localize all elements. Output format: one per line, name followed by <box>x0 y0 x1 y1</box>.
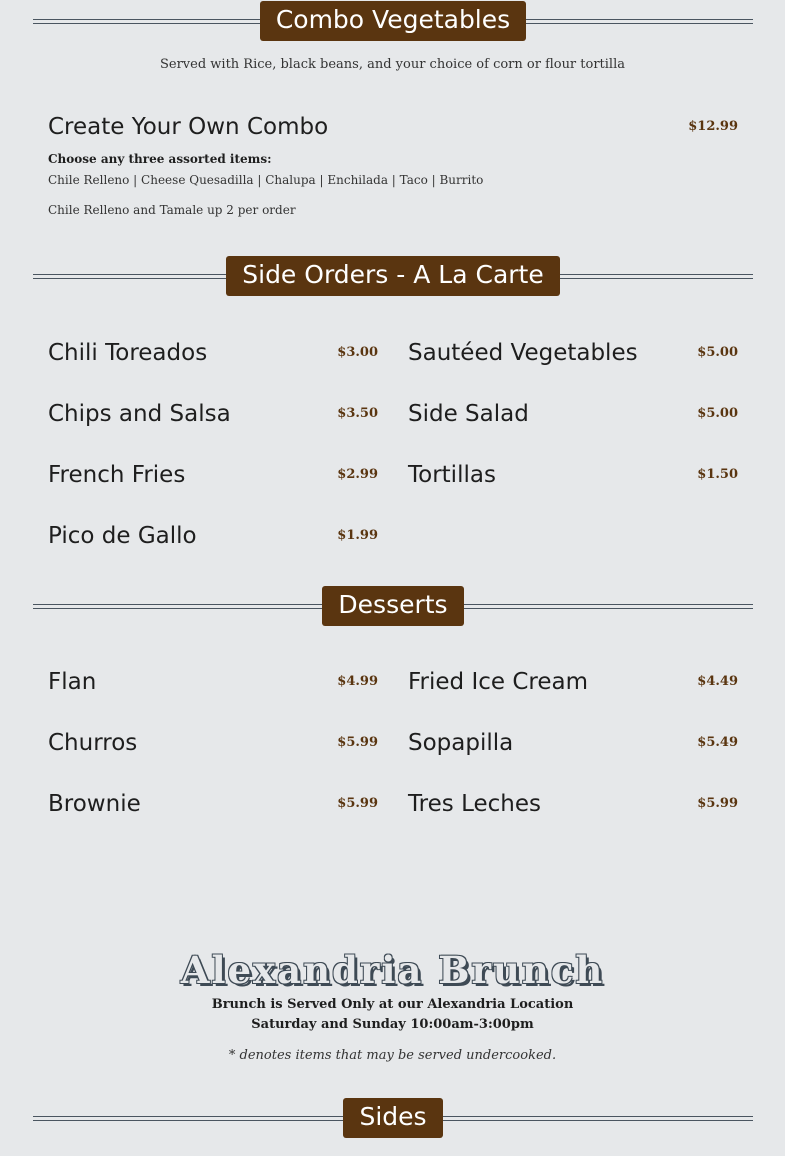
menu-item-name: Chili Toreados <box>48 340 208 366</box>
menu-item-name: Tres Leches <box>408 791 541 817</box>
combo-vegetables-header <box>33 1 753 41</box>
menu-item-name: Brownie <box>48 791 141 817</box>
menu-item-name: French Fries <box>48 462 186 488</box>
menu-item-price: $5.00 <box>697 345 738 360</box>
brunch-hours-text: Saturday and Sunday 10:00am-3:00pm <box>251 1017 534 1032</box>
sides-header <box>33 1098 753 1138</box>
section-title: Side Orders - A La Carte <box>226 256 559 296</box>
menu-item-name: Sautéed Vegetables <box>408 340 638 366</box>
menu-item-price: $2.99 <box>337 467 378 482</box>
combo-choose-text: Choose any three assorted items: <box>48 152 272 166</box>
section-title: Combo Vegetables <box>260 1 526 41</box>
menu-item-price: $5.99 <box>337 735 378 750</box>
side-orders-header <box>33 256 753 296</box>
combo-options-text: Chile Relleno | Cheese Quesadilla | Chalupa | Enchilada | Taco | Burrito <box>48 173 484 187</box>
menu-item-name: Churros <box>48 730 138 756</box>
section-title: Sides <box>343 1098 442 1138</box>
brunch-location-text: Brunch is Served Only at our Alexandria Location <box>211 997 574 1012</box>
combo-subtitle: Served with Rice, black beans, and your choice of corn or flour tortilla <box>159 57 625 72</box>
undercooked-note: * denotes items that may be served undercooked. <box>228 1048 557 1063</box>
menu-item-price: $1.99 <box>337 528 378 543</box>
combo-note-text: Chile Relleno and Tamale up 2 per order <box>48 203 296 217</box>
menu-item-price: $4.49 <box>697 674 738 689</box>
menu-item-price: $3.50 <box>337 406 378 421</box>
menu-item-name: Fried Ice Cream <box>408 669 589 695</box>
combo-item-name: Create Your Own Combo <box>48 114 329 140</box>
menu-item-price: $5.99 <box>337 796 378 811</box>
menu-item-price: $5.99 <box>697 796 738 811</box>
menu-item-price: $3.00 <box>337 345 378 360</box>
menu-item-name: Pico de Gallo <box>48 523 197 549</box>
section-title: Desserts <box>322 586 463 626</box>
brunch-title: Alexandria Brunch <box>180 948 605 992</box>
menu-item-price: $5.00 <box>697 406 738 421</box>
menu-item-price: $1.50 <box>697 467 738 482</box>
menu-item-price: $4.99 <box>337 674 378 689</box>
menu-item-name: Chips and Salsa <box>48 401 231 427</box>
menu-item-name: Tortillas <box>408 462 496 488</box>
menu-item-price: $5.49 <box>697 735 738 750</box>
menu-item-name: Side Salad <box>408 401 529 427</box>
menu-item-name: Flan <box>48 669 97 695</box>
combo-item-price: $12.99 <box>688 119 738 134</box>
desserts-header <box>33 586 753 626</box>
menu-item-name: Sopapilla <box>408 730 514 756</box>
